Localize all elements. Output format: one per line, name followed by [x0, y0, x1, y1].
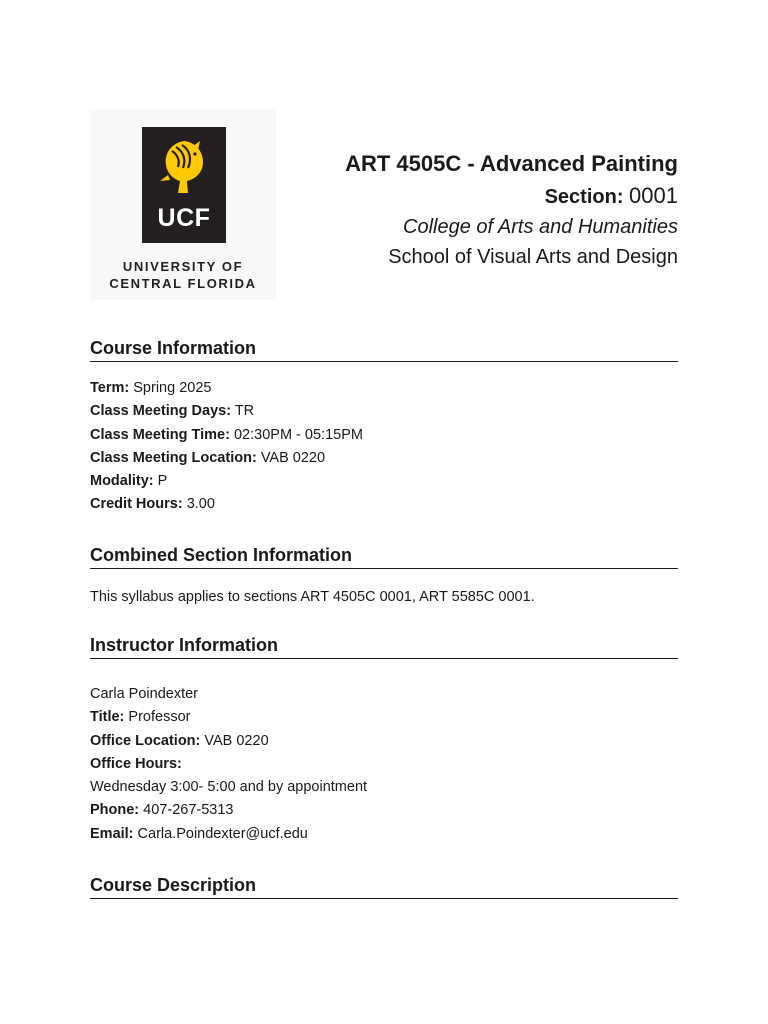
college-name: College of Arts and Humanities [403, 216, 678, 238]
section-line [258, 183, 678, 210]
info-row-credit-hours [90, 493, 678, 516]
instructor-title-row [90, 706, 678, 729]
info-label: Class Meeting Location: [90, 449, 257, 466]
section-value: 0001 [629, 183, 678, 208]
info-value: Carla.Poindexter@ucf.edu [137, 825, 308, 842]
info-row-term [90, 377, 678, 400]
info-value: VAB 0220 [204, 732, 269, 749]
section-label: Section: [544, 186, 624, 208]
course-description-heading: Course Description [90, 874, 678, 899]
info-value: 407-267-5313 [143, 802, 234, 819]
instructor-name: Carla Poindexter [90, 686, 198, 702]
info-value: VAB 0220 [260, 449, 326, 466]
syllabus-content [90, 337, 678, 899]
logo-university-of: UNIVERSITY OF [122, 259, 244, 274]
info-label: Credit Hours: [90, 496, 183, 513]
ucf-wordmark: UCF [157, 204, 211, 232]
course-header [258, 150, 678, 270]
instructor-hours-label-row [90, 753, 678, 776]
instructor-office-row [90, 730, 678, 753]
info-value: P [157, 473, 168, 490]
info-label: Phone: [90, 802, 140, 819]
combined-section-heading: Combined Section Information [90, 544, 678, 569]
instructor-phone-row [90, 799, 678, 822]
info-row-time [90, 424, 678, 447]
info-label: Modality: [90, 473, 154, 490]
info-label: Office Hours: [90, 755, 182, 772]
combined-section-section [90, 544, 678, 634]
info-label: Class Meeting Time: [90, 426, 230, 443]
course-information-list [90, 377, 678, 517]
ucf-logo [90, 110, 276, 300]
ucf-logo-mark [142, 127, 226, 243]
course-information-heading: Course Information [90, 337, 678, 362]
info-value: TR [234, 403, 255, 420]
info-row-modality [90, 470, 678, 493]
instructor-information-list [90, 683, 678, 846]
logo-central-florida: CENTRAL FLORIDA [109, 276, 257, 291]
info-label: Class Meeting Days: [90, 403, 232, 420]
pegasus-icon [154, 137, 214, 199]
course-information-section [90, 337, 678, 544]
info-label: Term: [90, 380, 130, 396]
info-label: Email: [90, 825, 134, 842]
info-value: 3.00 [186, 496, 215, 513]
school-name: School of Visual Arts and Design [388, 246, 678, 268]
info-value: Spring 2025 [133, 380, 212, 396]
instructor-email-row [90, 823, 678, 846]
info-row-location [90, 447, 678, 470]
info-label: Office Location: [90, 732, 201, 749]
info-label: Title: [90, 709, 125, 726]
info-value: Professor [128, 709, 191, 726]
info-value: 02:30PM - 05:15PM [233, 426, 363, 443]
course-description-section [90, 874, 678, 899]
info-row-days [90, 400, 678, 423]
instructor-information-section [90, 634, 678, 874]
instructor-hours-value: Wednesday 3:00- 5:00 and by appointment [90, 779, 368, 796]
course-title: ART 4505C - Advanced Painting [345, 151, 678, 176]
combined-section-text: This syllabus applies to sections ART 4505C 0001, ART 5585C 0001. [90, 589, 535, 605]
instructor-information-heading: Instructor Information [90, 634, 678, 659]
